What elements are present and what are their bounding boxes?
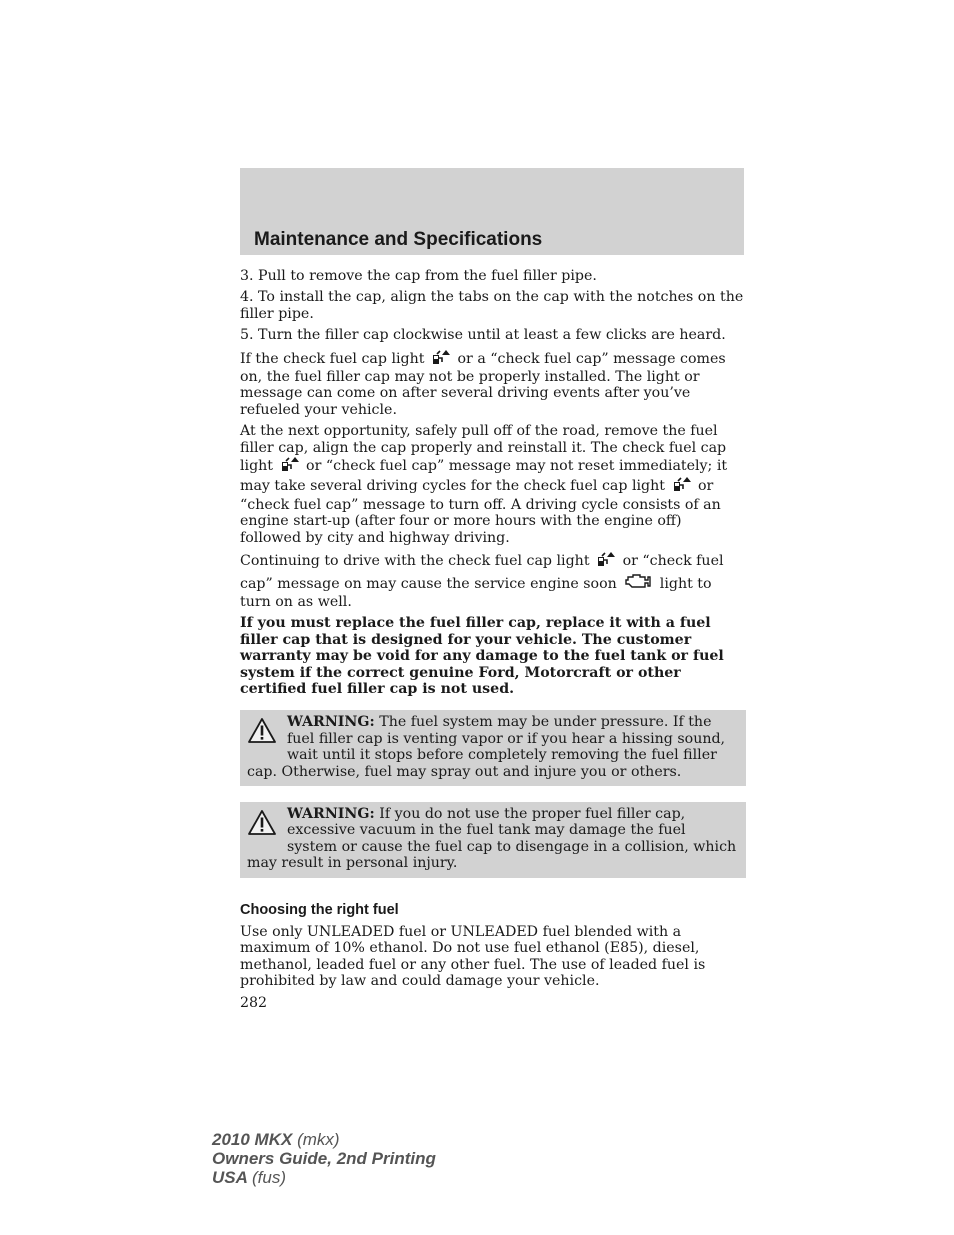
service-engine-soon-icon: [623, 572, 653, 594]
fuel-section-body: Use only UNLEADED fuel or UNLEADED fuel blended with a maximum of 10% ethanol. Do not use fuel ethanol (E85), diesel, methanol, leaded fuel or any other fuel. The use of leaded fuel is prohibited by law and could damage your vehicle.: [240, 924, 706, 990]
page-content: [240, 268, 746, 1011]
document-footer: [212, 1130, 436, 1187]
warning-box-pressure: [240, 710, 746, 786]
step-3: 3. Pull to remove the cap from the fuel filler pipe.: [240, 268, 597, 284]
step-5: 5. Turn the filler cap clockwise until at least a few clicks are heard.: [240, 327, 726, 344]
page-number: 282: [240, 994, 268, 1011]
section-header-band: [240, 168, 744, 255]
footer-model-line: 2010 MKX (mkx): [212, 1130, 340, 1149]
fuel-section-heading: Choosing the right fuel: [240, 901, 399, 918]
footer-region-line: USA (fus): [212, 1168, 286, 1187]
warning-triangle-icon: [247, 717, 277, 748]
step-4: 4. To install the cap, align the tabs on the cap with the notches on the filler pipe.: [240, 289, 744, 322]
fuel-cap-light-paragraph: If the check fuel cap light or a “check fuel cap” message comes on, the fuel filler cap may not be properly installed. The light or message can come on after several driving events after you’ve refueled your vehicle.: [240, 350, 726, 418]
check-fuel-cap-icon: [596, 551, 616, 571]
warning-label: WARNING:: [287, 805, 375, 822]
check-fuel-cap-icon: [672, 476, 692, 496]
reinstall-cap-paragraph: At the next opportunity, safely pull off of the road, remove the fuel filler cap, align the cap properly and reinstall it. The check fuel cap light or “check fuel cap” message may not reset immediately; it may take several driving cycles for the check fuel cap light or “check fuel cap” message to turn off. A driving cycle consists of an engine start-up (after four or more hours with the engine off) followed by city and highway driving.: [240, 423, 728, 546]
replace-cap-notice: If you must replace the fuel filler cap, replace it with a fuel filler cap that is designed for your vehicle. The customer warranty may be void for any damage to the fuel tank or fuel system if the correct genuine Ford, Motorcraft or other certified fuel filler cap is not used.: [240, 615, 724, 697]
warning-label: WARNING:: [287, 714, 375, 731]
warning-text: If you do not use the proper fuel filler cap, excessive vacuum in the fuel tank may damage the fuel system or cause the fuel cap to disengage in a collision, which may result in personal injury.: [247, 805, 737, 872]
warning-triangle-icon: [247, 809, 277, 840]
warning-text: The fuel system may be under pressure. If the fuel filler cap is venting vapor or if you hear a hissing sound, wait until it stops before completely removing the fuel filler cap. Otherwise, fuel may spray out and injure you or others.: [247, 714, 726, 780]
warning-box-vacuum: [240, 802, 746, 878]
check-fuel-cap-icon: [431, 349, 451, 369]
check-fuel-cap-icon: [280, 456, 300, 476]
footer-guide-line: Owners Guide, 2nd Printing: [212, 1149, 436, 1168]
section-title: Maintenance and Specifications: [254, 229, 543, 250]
continuing-drive-paragraph: Continuing to drive with the check fuel cap light or “check fuel cap” message on may cause the service engine soon light to turn on as well.: [240, 553, 724, 610]
